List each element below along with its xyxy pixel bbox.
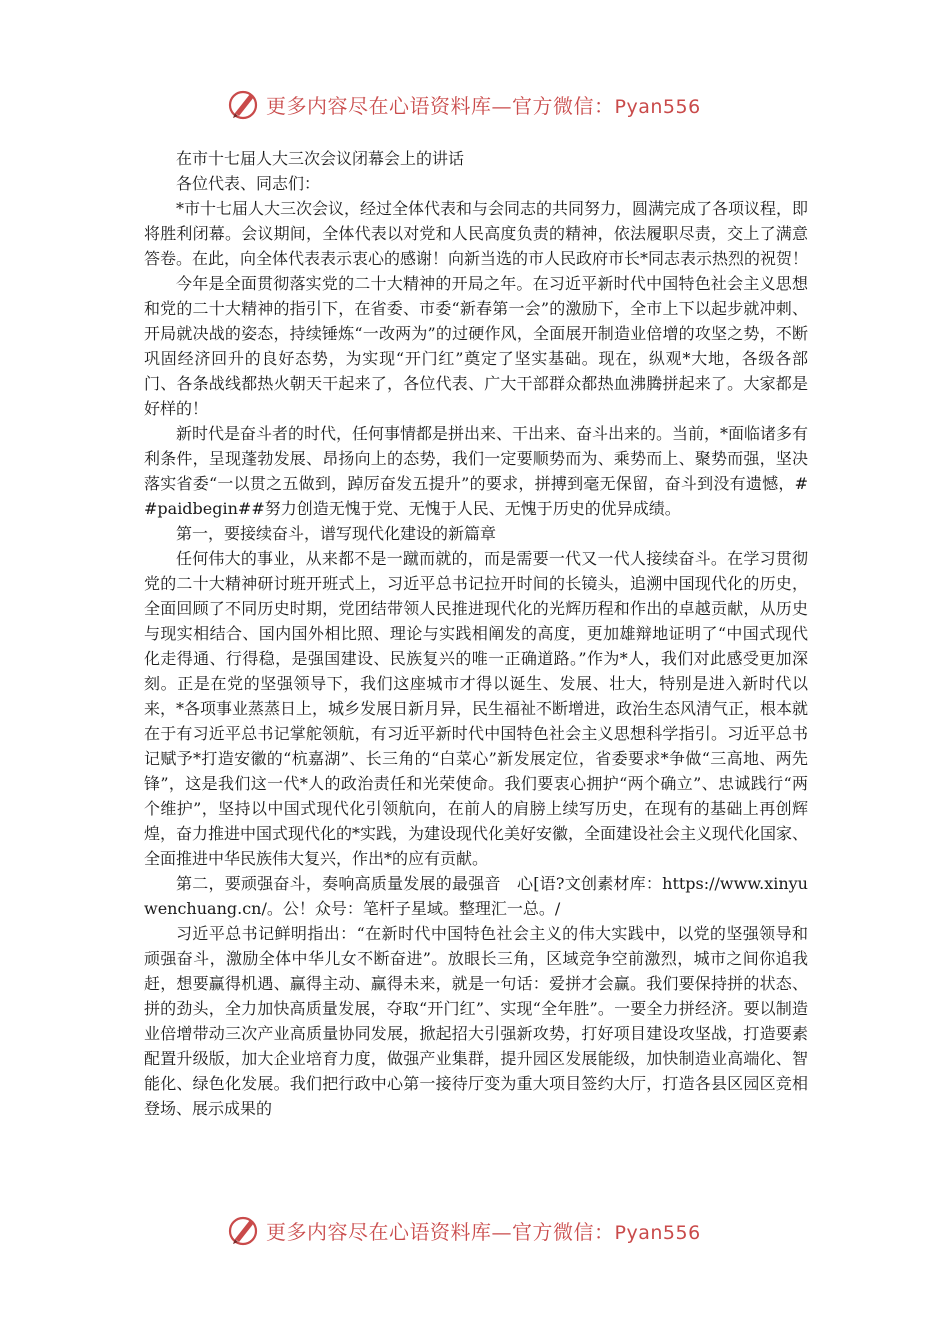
paragraph: 今年是全面贯彻落实党的二十大精神的开局之年。在习近平新时代中国特色社会主义思想和党的二十大精神的指引下，在省委、市委“新春第一会”的激励下，全市上下以起步就冲刺、开局就决战的姿态，持续锤炼“一改两为”的过硬作风，全面展开制造业倍增的攻坚之势，不断巩固经济回升的良好态势，为实现“开门红”奠定了坚实基础。现在，纵观*大地，各级各部门、各条战线都热火朝天干起来了，各位代表、广大干部群众都热血沸腾拼起来了。大家都是好样的！ xyxy=(144,274,808,418)
watermark-text xyxy=(266,90,701,119)
pen-circle-logo-icon xyxy=(226,1212,262,1248)
section-heading: 第一，要接续奋斗，谱写现代化建设的新篇章 xyxy=(176,524,497,543)
watermark-label: 更多内容尽在心语资料库—官方微信： xyxy=(266,1219,615,1244)
watermark-wechat: Pyan556 xyxy=(614,1221,701,1244)
watermark-banner-bottom xyxy=(226,1210,746,1250)
watermark-text xyxy=(266,1216,701,1245)
document-body xyxy=(144,146,808,1121)
document-title: 在市十七届人大三次会议闭幕会上的讲话 xyxy=(176,149,465,168)
watermark-label: 更多内容尽在心语资料库—官方微信： xyxy=(266,93,615,118)
paragraph: 新时代是奋斗者的时代，任何事情都是拼出来、干出来、奋斗出来的。当前，*面临诸多有利条件，呈现蓬勃发展、昂扬向上的态势，我们一定要顺势而为、乘势而上、聚势而强，坚决落实省委“一以贯之五做到，踔厉奋发五提升”的要求，拼搏到毫无保留，奋斗到没有遗憾，##paidbegin##努力创造无愧于党、无愧于人民、无愧于历史的优异成绩。 xyxy=(144,424,809,518)
paragraph: *市十七届人大三次会议，经过全体代表和与会同志的共同努力，圆满完成了各项议程，即将胜利闭幕。会议期间，全体代表以对党和人民高度负责的精神，依法履职尽责，交上了满意答卷。在此，向全体代表表示衷心的感谢！向新当选的市人民政府市长*同志表示热烈的祝贺！ xyxy=(144,199,809,268)
section-heading: 第二，要顽强奋斗，奏响高质量发展的最强音 心[语?文创素材库：https://www.xinyuwenchuang.cn/。公！众号：笔杆子星域。整理汇一总。/ xyxy=(144,874,808,918)
paragraph: 任何伟大的事业，从来都不是一蹴而就的，而是需要一代又一代人接续奋斗。在学习贯彻党的二十大精神研讨班开班式上，习近平总书记拉开时间的长镜头，追溯中国现代化的历史，全面回顾了不同历史时期，党团结带领人民推进现代化的光辉历程和作出的卓越贡献，从历史与现实相结合、国内国外相比照、理论与实践相阐发的高度，更加雄辩地证明了“中国式现代化走得通、行得稳，是强国建设、民族复兴的唯一正确道路。”作为*人，我们对此感受更加深刻。正是在党的坚强领导下，我们这座城市才得以诞生、发展、壮大，特别是进入新时代以来，*各项事业蒸蒸日上，城乡发展日新月异，民生福祉不断增进，政治生态风清气正，根本就在于有习近平总书记掌舵领航，有习近平新时代中国特色社会主义思想科学指引。习近平总书记赋予*打造安徽的“杭嘉湖”、长三角的“白菜心”新发展定位，省委要求*争做“三高地、两先锋”，这是我们这一代*人的政治责任和光荣使命。我们要衷心拥护“两个确立”、忠诚践行“两个维护”，坚持以中国式现代化引领航向，在前人的肩膀上续写历史，在现有的基础上再创辉煌，奋力推进中国式现代化的*实践，为建设现代化美好安徽，全面建设社会主义现代化国家、全面推进中华民族伟大复兴，作出*的应有贡献。 xyxy=(144,549,809,868)
watermark-banner-top xyxy=(226,84,746,124)
paragraph: 习近平总书记鲜明指出：“在新时代中国特色社会主义的伟大实践中，以党的坚强领导和顽强奋斗，激励全体中华儿女不断奋进”。放眼长三角，区域竞争空前激烈，城市之间你追我赶，想要赢得机遇、赢得主动、赢得未来，就是一句话：爱拼才会赢。我们要保持拼的状态、拼的劲头，全力加快高质量发展，夺取“开门红”、实现“全年胜”。一要全力拼经济。要以制造业倍增带动三次产业高质量协同发展，掀起招大引强新攻势，打好项目建设攻坚战，打造要素配置升级版，加大企业培育力度，做强产业集群，提升园区发展能级，加快制造业高端化、智能化、绿色化发展。我们把行政中心第一接待厅变为重大项目签约大厅，打造各县区园区竞相登场、展示成果的 xyxy=(144,924,808,1118)
salutation: 各位代表、同志们： xyxy=(176,174,321,193)
pen-circle-logo-icon xyxy=(226,86,262,122)
watermark-wechat: Pyan556 xyxy=(614,95,701,118)
